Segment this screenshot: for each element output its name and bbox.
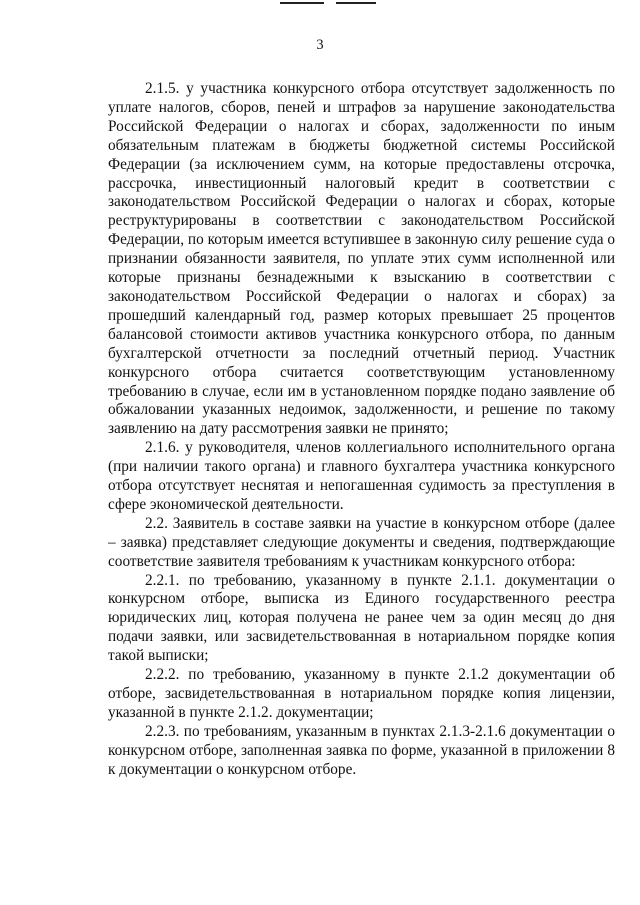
paragraph-2-2-1: 2.2.1. по требованию, указанному в пункте 2.1.1. документации о конкурсном отборе, выписка из Единого государственного реестра юридических лиц, которая получена не ранее чем за один месяц до дня подачи заявки, или засвидетельствованная в нотариальном порядке копия такой выписки; <box>108 571 615 665</box>
scan-mark <box>336 2 376 4</box>
paragraph-2-2-2: 2.2.2. по требованию, указанному в пункте 2.1.2 документации об отборе, засвидетельствованная в нотариальном порядке копия лицензии, указанной в пункте 2.1.2. документации; <box>108 666 615 721</box>
page-number: 3 <box>316 37 324 53</box>
document-body <box>108 80 615 780</box>
scan-mark <box>280 2 324 4</box>
paragraph-2-1-5: 2.1.5. у участника конкурсного отбора отсутствует задолженность по уплате налогов, сборов, пеней и штрафов за нарушение законодательства Российской Федерации о налогах и сборах, задолженности по иным обязательным платежам в бюджеты бюджетной системы Российской Федерации (за исключением сумм, на которые предоставлены отсрочка, рассрочка, инвестиционный налоговый кредит в соответствии с законодательством Российской Федерации о налогах и сборах, которые реструктурированы в соответствии с законодательством Российской Федерации, по которым имеется вступившее в законную силу решение суда о признании обязанности заявителя, по уплате этих сумм исполненной или которые признаны безнадежными к взысканию в соответствии с законодательством Российской Федерации о налогах и сборах) за прошедший календарный год, размер которых превышает 25 процентов балансовой стоимости активов участника конкурсного отбора, по данным бухгалтерской отчетности за последний отчетный период. Участник конкурсного отбора считается соответствующим установленному требованию в случае, если им в установленном порядке подано заявление об обжаловании указанных недоимок, задолженности, и решение по такому заявлению на дату рассмотрения заявки не принято; <box>108 80 615 438</box>
paragraph-2-1-6: 2.1.6. у руководителя, членов коллегиального исполнительного органа (при наличии такого органа) и главного бухгалтера участника конкурсного отбора отсутствует неснятая и непогашенная судимость за преступления в сфере экономической деятельности. <box>108 439 615 513</box>
paragraph-2-2: 2.2. Заявитель в составе заявки на участие в конкурсном отборе (далее – заявка) представляет следующие документы и сведения, подтверждающие соответствие заявителя требованиям к участникам конкурсного отбора: <box>108 514 615 570</box>
paragraph-2-2-3: 2.2.3. по требованиям, указанным в пунктах 2.1.3-2.1.6 документации о конкурсном отборе, заполненная заявка по форме, указанной в приложении 8 к документации о конкурсном отборе. <box>108 722 615 778</box>
